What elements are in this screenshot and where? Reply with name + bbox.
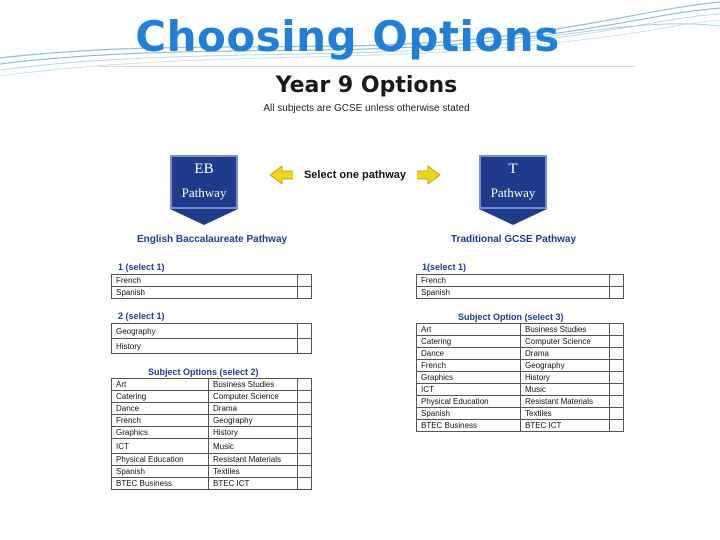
- subject-cell: Computer Science: [521, 336, 610, 348]
- subject-cell: Graphics: [417, 372, 521, 384]
- t-pathway-arrow-tip: [479, 209, 547, 225]
- eb-section-2-label: 2 (select 1): [118, 311, 165, 321]
- t-pathway-code: T: [508, 161, 518, 177]
- eb-subject-options-label: Subject Options (select 2): [148, 367, 259, 377]
- choice-box[interactable]: [298, 379, 312, 391]
- subject-cell: Music: [521, 384, 610, 396]
- table-row: [417, 372, 624, 384]
- subject-cell: Dance: [417, 348, 521, 360]
- choice-box[interactable]: [298, 324, 312, 339]
- choice-box[interactable]: [610, 396, 624, 408]
- eb-pathway-code: EB: [194, 161, 214, 177]
- slide-title: Choosing Options: [135, 12, 560, 61]
- t-pathway-box: [479, 155, 547, 209]
- choice-box[interactable]: [298, 466, 312, 478]
- subject-cell: Graphics: [112, 427, 209, 439]
- choice-box[interactable]: [610, 360, 624, 372]
- document-title: Year 9 Options: [275, 73, 458, 98]
- table-row: [112, 454, 312, 466]
- subject-cell: Textiles: [521, 408, 610, 420]
- subject-cell: Spanish: [112, 287, 298, 299]
- t-section-1-table: [416, 274, 624, 299]
- subject-cell: Catering: [112, 391, 209, 403]
- choice-box[interactable]: [610, 336, 624, 348]
- subject-cell: French: [417, 275, 610, 287]
- choice-box[interactable]: [610, 275, 624, 287]
- table-row: [417, 360, 624, 372]
- choice-box[interactable]: [298, 287, 312, 299]
- subject-cell: History: [209, 427, 298, 439]
- t-subject-option-label: Subject Option (select 3): [458, 312, 564, 322]
- table-row: [417, 275, 624, 287]
- table-row: [112, 439, 312, 454]
- subject-cell: History: [112, 339, 298, 354]
- eb-pathway-word: Pathway: [181, 185, 227, 200]
- table-row: [417, 324, 624, 336]
- subject-cell: Catering: [417, 336, 521, 348]
- t-pathway-heading: Traditional GCSE Pathway: [451, 234, 577, 245]
- subject-cell: French: [417, 360, 521, 372]
- subject-cell: Business Studies: [209, 379, 298, 391]
- table-row: [112, 324, 312, 339]
- eb-pathway-box: [170, 155, 238, 209]
- subject-cell: Resistant Materials: [209, 454, 298, 466]
- subject-cell: Spanish: [417, 287, 610, 299]
- subject-cell: Spanish: [417, 408, 521, 420]
- table-row: [417, 348, 624, 360]
- subject-cell: Dance: [112, 403, 209, 415]
- table-row: [417, 420, 624, 432]
- subject-cell: Textiles: [209, 466, 298, 478]
- choice-box[interactable]: [298, 339, 312, 354]
- subject-cell: Art: [112, 379, 209, 391]
- table-row: [417, 396, 624, 408]
- eb-section-1-label: 1 (select 1): [118, 262, 165, 272]
- choice-box[interactable]: [610, 348, 624, 360]
- subject-cell: Geography: [112, 324, 298, 339]
- t-section-1-label: 1(select 1): [422, 262, 467, 272]
- table-row: [112, 287, 312, 299]
- select-pathway-text: Select one pathway: [293, 169, 417, 181]
- choice-box[interactable]: [610, 372, 624, 384]
- table-row: [417, 408, 624, 420]
- subject-cell: Geography: [521, 360, 610, 372]
- table-row: [112, 339, 312, 354]
- table-row: [112, 415, 312, 427]
- choice-box[interactable]: [298, 275, 312, 287]
- table-row: [112, 427, 312, 439]
- subject-cell: Drama: [209, 403, 298, 415]
- t-pathway-word: Pathway: [490, 185, 536, 200]
- table-row: [112, 275, 312, 287]
- choice-box[interactable]: [610, 287, 624, 299]
- table-row: [417, 287, 624, 299]
- choice-box[interactable]: [298, 427, 312, 439]
- subject-cell: ICT: [112, 439, 209, 454]
- subject-cell: BTEC ICT: [521, 420, 610, 432]
- subject-cell: Art: [417, 324, 521, 336]
- subject-cell: Spanish: [112, 466, 209, 478]
- subject-cell: French: [112, 415, 209, 427]
- table-row: [112, 379, 312, 391]
- choice-box[interactable]: [610, 420, 624, 432]
- choice-box[interactable]: [298, 478, 312, 490]
- subject-cell: ICT: [417, 384, 521, 396]
- t-subject-option-table: [416, 323, 624, 432]
- subject-cell: Geography: [209, 415, 298, 427]
- table-row: [417, 384, 624, 396]
- choice-box[interactable]: [610, 324, 624, 336]
- subject-cell: History: [521, 372, 610, 384]
- eb-subject-options-table: [111, 378, 312, 490]
- document-subtitle: All subjects are GCSE unless otherwise stated: [263, 103, 470, 114]
- table-row: [112, 466, 312, 478]
- options-document: [98, 66, 635, 536]
- table-row: [112, 403, 312, 415]
- subject-cell: BTEC Business: [417, 420, 521, 432]
- subject-cell: BTEC ICT: [209, 478, 298, 490]
- table-row: [112, 391, 312, 403]
- subject-cell: Physical Education: [417, 396, 521, 408]
- eb-section-2-table: [111, 323, 312, 354]
- choice-box[interactable]: [298, 415, 312, 427]
- subject-cell: Physical Education: [112, 454, 209, 466]
- subject-cell: Drama: [521, 348, 610, 360]
- choice-box[interactable]: [610, 408, 624, 420]
- choice-box[interactable]: [298, 454, 312, 466]
- eb-pathway-heading: English Baccalaureate Pathway: [137, 234, 288, 245]
- subject-cell: Computer Science: [209, 391, 298, 403]
- eb-pathway-arrow-tip: [170, 209, 238, 225]
- subject-cell: Music: [209, 439, 298, 454]
- choice-box[interactable]: [610, 384, 624, 396]
- subject-cell: Business Studies: [521, 324, 610, 336]
- table-row: [112, 478, 312, 490]
- eb-section-1-table: [111, 274, 312, 299]
- choice-box[interactable]: [298, 391, 312, 403]
- subject-cell: BTEC Business: [112, 478, 209, 490]
- choice-box[interactable]: [298, 403, 312, 415]
- table-row: [417, 336, 624, 348]
- choice-box[interactable]: [298, 439, 312, 454]
- subject-cell: French: [112, 275, 298, 287]
- subject-cell: Resistant Materials: [521, 396, 610, 408]
